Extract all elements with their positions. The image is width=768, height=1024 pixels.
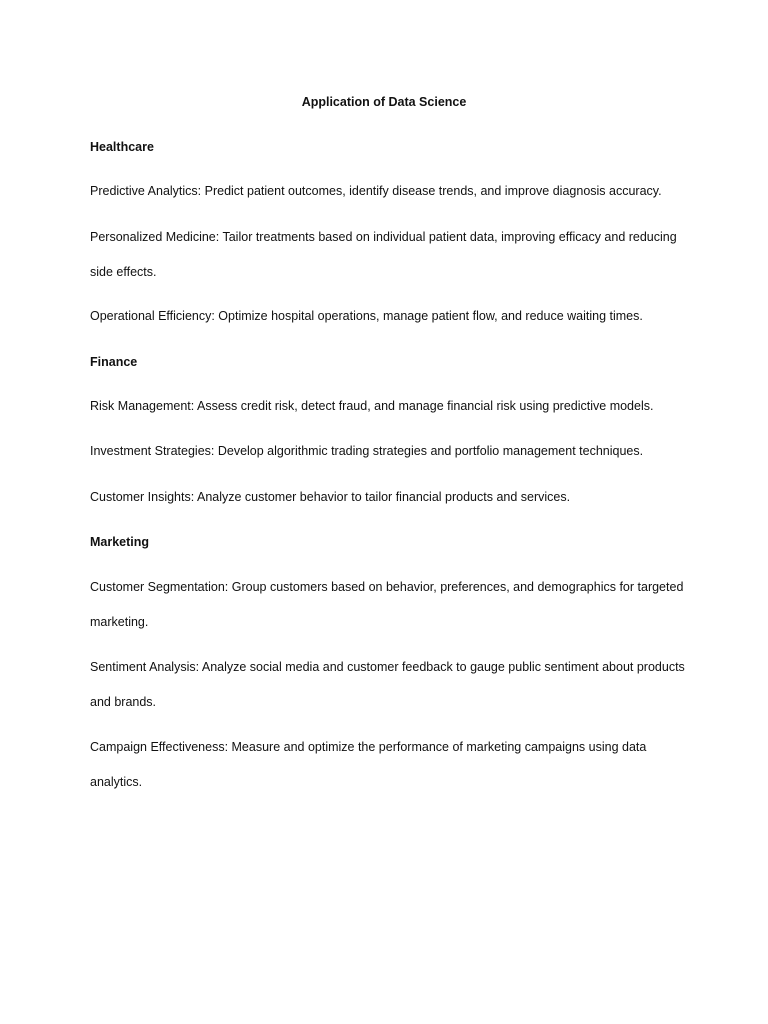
paragraph-operational-efficiency: Operational Efficiency: Optimize hospital operations, manage patient flow, and reduce waiting times. [90, 309, 643, 323]
paragraph-risk-management: Risk Management: Assess credit risk, detect fraud, and manage financial risk using predictive models. [90, 399, 654, 413]
paragraph-sentiment-analysis: Sentiment Analysis: Analyze social media and customer feedback to gauge public sentiment about products and brands. [90, 660, 685, 709]
paragraph-personalized-medicine: Personalized Medicine: Tailor treatments based on individual patient data, improving efficacy and reducing side effects. [90, 230, 677, 279]
paragraph-investment-strategies: Investment Strategies: Develop algorithmic trading strategies and portfolio management techniques. [90, 444, 644, 458]
document-title: Application of Data Science [301, 95, 467, 109]
paragraph-customer-insights: Customer Insights: Analyze customer behavior to tailor financial products and services. [90, 490, 571, 504]
paragraph-predictive-analytics: Predictive Analytics: Predict patient outcomes, identify disease trends, and improve diagnosis accuracy. [90, 184, 662, 198]
section-heading-healthcare: Healthcare [90, 140, 154, 154]
paragraph-campaign-effectiveness: Campaign Effectiveness: Measure and optimize the performance of marketing campaigns using data analytics. [90, 740, 647, 789]
section-heading-marketing: Marketing [90, 535, 150, 549]
section-heading-finance: Finance [90, 355, 138, 369]
paragraph-customer-segmentation: Customer Segmentation: Group customers based on behavior, preferences, and demographics for targeted marketing. [90, 580, 684, 629]
